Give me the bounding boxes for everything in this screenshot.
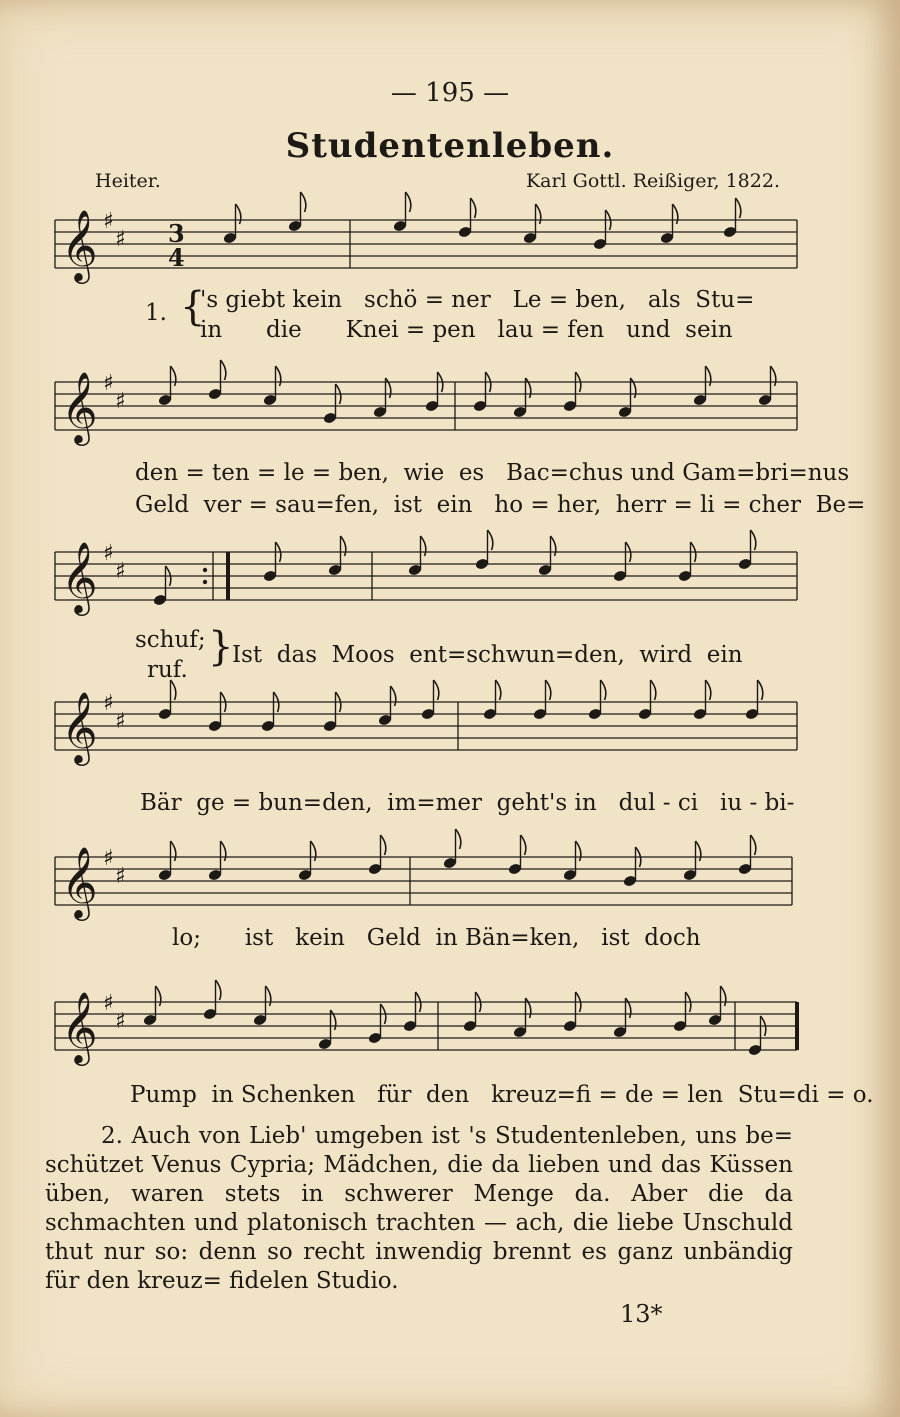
verse-2 [45,1122,793,1296]
composer-credit: Karl Gottl. Reißiger, 1822. [525,170,780,192]
sharp-icon: ♯ [103,541,114,566]
note-flag [551,536,556,556]
note-flag [221,360,226,380]
sharp-icon: ♯ [103,209,114,234]
sharp-icon: ♯ [115,709,126,734]
lyrics-line: Pump in Schenken für den kreuz=fi = de = len Stu=di = o. [130,1082,874,1108]
lyrics-line: den = ten = le = ben, wie es Bac=chus und Gam=bri=nus [135,460,850,486]
sharp-icon: ♯ [103,691,114,716]
verse-text: Auch von Lieb' umgeben ist 's Studentenleben, uns be= schützet Venus Cypria; Mädchen, die da lieben und das Küssen üben, waren stets in schwerer Menge da. Aber die da schmachten und platonisch trachten — ach, die liebe Unschuld thut nur so: denn so recht inwendig brennt es ganz unbändig für den kreuz= fidelen Studio. [45,1123,794,1294]
note-flag [576,841,581,861]
sharp-icon: ♯ [115,389,126,414]
note-flag [331,1010,336,1030]
note-flag [171,841,176,861]
note-flag [216,980,221,1000]
note-flag [706,680,711,700]
note-flag [171,680,176,700]
note-flag [651,680,656,700]
refrain-brace: } [208,624,234,670]
note-flag [221,841,226,861]
time-signature-top: 3 [168,219,185,248]
lyrics-line: schuf; [135,627,206,653]
note-flag [171,366,176,386]
signature-mark: 13* [620,1300,663,1328]
note-flag [736,198,741,218]
treble-clef-icon: 𝄞 [61,208,98,281]
note-flag [488,530,493,550]
lyrics-line: lo; ist kein Geld in Bän=ken, ist doch [172,925,701,951]
note-flag [521,835,526,855]
note-flag [526,378,531,398]
note-flag [471,198,476,218]
note-flag [301,192,306,212]
note-flag [631,378,636,398]
lyrics-line: ruf. [147,657,188,683]
note-flag [311,841,316,861]
lyrics-line: Ist das Moos ent=schwun=den, wird ein [232,642,743,668]
sharp-icon: ♯ [115,227,126,252]
note-flag [386,378,391,398]
note-flag [706,366,711,386]
note-flag [341,536,346,556]
note-flag [434,680,439,700]
sharp-icon: ♯ [103,371,114,396]
note-flag [751,530,756,550]
lyrics-line: in die Knei = pen lau = fen und sein [200,317,733,343]
sharp-icon: ♯ [103,846,114,871]
note-flag [546,680,551,700]
note-flag [391,686,396,706]
note-flag [406,192,411,212]
treble-clef-icon: 𝄞 [61,690,98,763]
note-flag [421,536,426,556]
note-flag [721,986,726,1006]
note-flag [758,680,763,700]
note-flag [673,204,678,224]
note-flag [236,204,241,224]
treble-clef-icon: 𝄞 [61,990,98,1063]
note-flag [276,366,281,386]
sharp-icon: ♯ [103,991,114,1016]
note-flag [601,680,606,700]
note-flag [526,998,531,1018]
repeat-dot [203,568,207,572]
note-flag [266,986,271,1006]
page-number: — 195 — [390,78,510,108]
note-flag [456,829,461,849]
note-flag [381,835,386,855]
verse-brace: { [180,284,206,330]
tempo-marking: Heiter. [95,170,161,192]
lyrics-line: 's giebt kein schö = ner Le = ben, als Stu= [200,287,755,313]
note-flag [626,998,631,1018]
note-flag [771,366,776,386]
lyrics-line: Bär ge = bun=den, im=mer geht's in dul - ci iu - bi- [140,790,795,816]
sharp-icon: ♯ [115,864,126,889]
note-flag [156,986,161,1006]
note-flag [496,680,501,700]
note-flag [696,841,701,861]
time-signature-bottom: 4 [168,243,185,272]
treble-clef-icon: 𝄞 [61,540,98,613]
treble-clef-icon: 𝄞 [61,370,98,443]
note-flag [536,204,541,224]
treble-clef-icon: 𝄞 [61,845,98,918]
verse-number: 1. [145,300,167,326]
lyrics-line: Geld ver = sau=fen, ist ein ho = her, herr = li = cher Be= [135,492,866,518]
note-flag [751,835,756,855]
verse-number: 2. [101,1123,123,1149]
sharp-icon: ♯ [115,1009,126,1034]
repeat-dot [203,580,207,584]
sharp-icon: ♯ [115,559,126,584]
song-title: Studentenleben. [285,126,615,166]
